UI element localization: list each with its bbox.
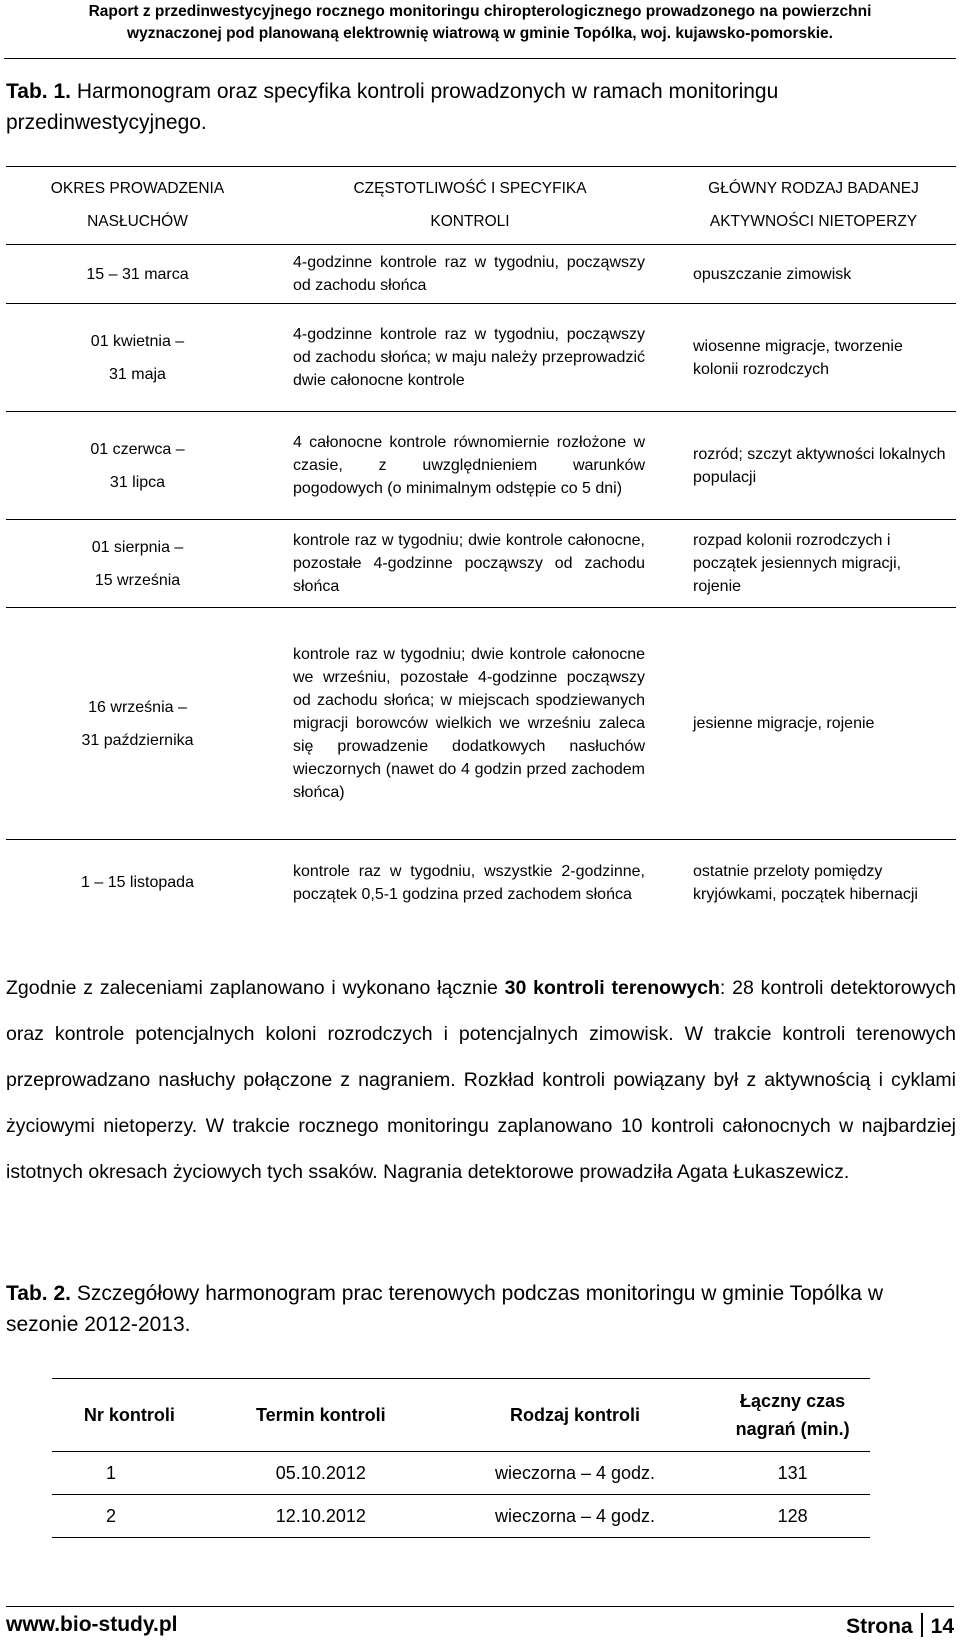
header-divider	[4, 58, 956, 59]
header-activity: GŁÓWNY RODZAJ BADANEJ AKTYWNOŚCI NIETOPERZY	[708, 180, 919, 230]
table-row	[52, 1452, 870, 1495]
spec-cell: 4-godzinne kontrole raz w tygodniu, począwszy od zachodu słońca	[293, 254, 645, 294]
duration-cell: 131	[715, 1452, 870, 1495]
page-number: 14	[930, 1615, 954, 1638]
period-cell: 01 sierpnia – 15 września	[91, 538, 184, 589]
spec-cell: 4 całonocne kontrole równomiernie rozłożone w czasie, z uwzględnieniem warunków pogodowych (o minimalnym odstępie co 5 dni)	[293, 434, 645, 497]
table-row	[6, 608, 956, 840]
table1-caption	[6, 76, 956, 138]
page-footer	[6, 1606, 954, 1643]
header-frequency: CZĘSTOTLIWOŚĆ I SPECYFIKA KONTROLI	[353, 180, 587, 230]
spec-cell: kontrole raz w tygodniu, wszystkie 2-godzinne, początek 0,5-1 godzina przed zachodem słońca	[293, 862, 645, 903]
nr-cell: 2	[52, 1495, 207, 1538]
period-cell: 16 września – 31 października	[81, 698, 194, 749]
table2-header-row	[52, 1379, 870, 1452]
table2-label: Tab. 2.	[6, 1282, 71, 1305]
table2-caption-text: Szczegółowy harmonogram prac terenowych podczas monitoringu w gminie Topólka w sezonie 2012-2013.	[6, 1282, 883, 1336]
table-row	[6, 520, 956, 608]
header-line-1: Raport z przedinwestycyjnego rocznego monitoringu chiropterologicznego prowadzonego na powierzchni	[88, 3, 872, 20]
table1-header-row	[6, 167, 956, 245]
header-line-2: wyznaczonej pod planowaną elektrownię wiatrową w gminie Topólka, woj. kujawsko-pomorskie.	[127, 25, 833, 42]
page-separator	[921, 1613, 923, 1637]
spec-cell: 4-godzinne kontrole raz w tygodniu, począwszy od zachodu słońca; w maju należy przeprowadzić dwie całonocne kontrole	[293, 326, 645, 389]
site-link[interactable]: www.bio-study.pl	[6, 1613, 178, 1636]
controls-count: 30 kontroli terenowych	[504, 977, 720, 999]
activity-cell: ostatnie przeloty pomiędzy kryjówkami, początek hibernacji	[693, 862, 918, 903]
period-cell: 01 czerwca – 31 lipca	[90, 440, 185, 491]
date-cell: 05.10.2012	[207, 1452, 435, 1495]
period-cell: 1 – 15 listopada	[81, 874, 194, 892]
header-nr: Nr kontroli	[52, 1379, 207, 1452]
duration-cell: 128	[715, 1495, 870, 1538]
type-cell: wieczorna – 4 godz.	[435, 1452, 715, 1495]
period-cell: 01 kwietnia – 31 maja	[90, 332, 185, 383]
activity-cell: wiosenne migracje, tworzenie kolonii rozrodczych	[693, 337, 903, 378]
spec-cell: kontrole raz w tygodniu; dwie kontrole całonocne we wrześniu, pozostałe 4-godzinne począwszy od zachodu słońca; w miejscach spodziewanych migracji borowców wielkich we wrześniu zaleca się prowadzenie dodatkowych nasłuchów wieczornych (nawet do 4 godzin przed zachodem słońca)	[293, 646, 645, 801]
table2-caption	[6, 1278, 956, 1340]
type-cell: wieczorna – 4 godz.	[435, 1495, 715, 1538]
period-cell: 15 – 31 marca	[86, 265, 189, 283]
table-row	[6, 412, 956, 520]
activity-cell: jesienne migracje, rojenie	[693, 715, 875, 732]
table1-label: Tab. 1.	[6, 80, 71, 103]
page-indicator	[846, 1613, 954, 1639]
schedule-table	[6, 166, 956, 926]
table-row	[6, 840, 956, 926]
activity-cell: rozród; szczyt aktywności lokalnych populacji	[693, 445, 946, 486]
spec-cell: kontrole raz w tygodniu; dwie kontrole całonocne, pozostałe 4-godzinne począwszy od zachodu słońca	[293, 532, 645, 595]
page-label: Strona	[846, 1615, 913, 1638]
table1-caption-text: Harmonogram oraz specyfika kontroli prowadzonych w ramach monitoringu przedinwestycyjnego.	[6, 80, 779, 134]
table-row	[52, 1495, 870, 1538]
activity-cell: opuszczanie zimowisk	[693, 265, 852, 283]
page-header	[0, 0, 960, 63]
field-work-table	[52, 1378, 870, 1538]
table-row	[6, 304, 956, 412]
date-cell: 12.10.2012	[207, 1495, 435, 1538]
header-duration: Łączny czas nagrań (min.)	[715, 1379, 870, 1452]
header-date: Termin kontroli	[207, 1379, 435, 1452]
nr-cell: 1	[52, 1452, 207, 1495]
header-type: Rodzaj kontroli	[435, 1379, 715, 1452]
table-row	[6, 245, 956, 304]
header-period: OKRES PROWADZENIA NASŁUCHÓW	[50, 180, 225, 230]
activity-cell: rozpad kolonii rozrodczych i początek jesiennych migracji, rojenie	[693, 532, 902, 595]
summary-paragraph: Zgodnie z zaleceniami zaplanowano i wykonano łącznie 30 kontroli terenowych: 28 kontroli detektorowych oraz kontrole potencjalnych koloni rozrodczych i potencjalnych zimowisk. W trakcie kontroli terenowych przeprowadzano nasłuchy połączone z nagraniem. Rozkład kontroli powiązany był z aktywnością i cyklami życiowymi nietoperzy. W trakcie rocznego monitoringu zaplanowano 10 kontroli całonocnych w najbardziej istotnych okresach życiowych tych ssaków. Nagrania detektorowe prowadziła Agata Łukaszewicz.	[6, 977, 957, 1183]
